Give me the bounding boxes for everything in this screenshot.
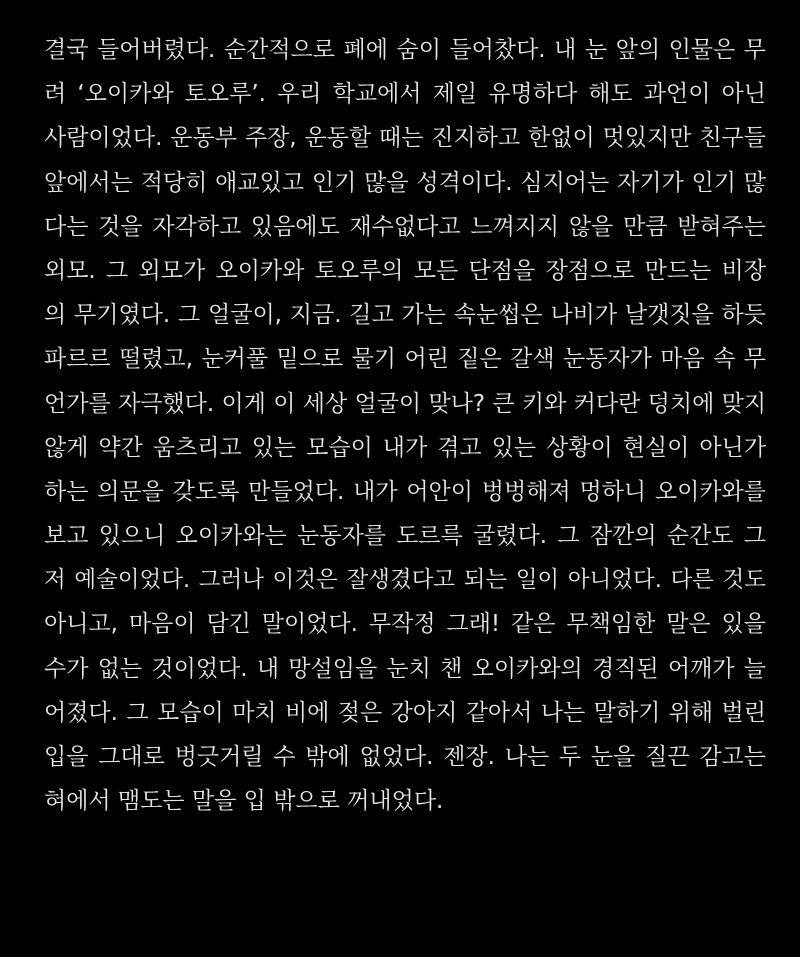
- text-line: 사람이었다. 운동부 주장, 운동할 때는 진지하고 한없이 멋있지만 친구들: [44, 125, 766, 152]
- text-line: 아니고, 마음이 담긴 말이었다. 무작정 그래! 같은 무책임한 말은 있을: [44, 611, 766, 638]
- text-line: 앞에서는 적당히 애교있고 인기 많을 성격이다. 심지어는 자기가 인기 많: [44, 169, 766, 196]
- text-line: 다는 것을 자각하고 있음에도 재수없다고 느껴지지 않을 만큼 받혀주는: [44, 213, 766, 240]
- text-line: 려 ‘오이카와 토오루’. 우리 학교에서 제일 유명하다 해도 과언이 아닌: [44, 81, 766, 108]
- text-line: 외모. 그 외모가 오이카와 토오루의 모든 단점을 장점으로 만드는 비장: [44, 257, 766, 284]
- body-paragraph: [44, 28, 766, 823]
- text-line: 의 무기였다. 그 얼굴이, 지금. 길고 가는 속눈썹은 나비가 날갯짓을 하듯: [44, 302, 766, 329]
- text-line: 않게 약간 움츠리고 있는 모습이 내가 겪고 있는 상황이 현실이 아닌가: [44, 434, 766, 461]
- text-line: 어졌다. 그 모습이 마치 비에 젖은 강아지 같아서 나는 말하기 위해 벌린: [44, 699, 766, 726]
- text-line: 결국 들어버렸다. 순간적으로 폐에 숨이 들어찼다. 내 눈 앞의 인물은 무: [44, 37, 766, 63]
- text-line: 저 예술이었다. 그러나 이것은 잘생겼다고 되는 일이 아니었다. 다른 것도: [44, 567, 766, 594]
- text-line: 혀에서 맴도는 말을 입 밖으로 꺼내었다.: [44, 788, 444, 815]
- text-line: 하는 의문을 갖도록 만들었다. 내가 어안이 벙벙해져 멍하니 오이카와를: [44, 478, 766, 505]
- text-line: 보고 있으니 오이카와는 눈동자를 도르륵 굴렸다. 그 잠깐의 순간도 그: [44, 523, 766, 550]
- text-line: 언가를 자극했다. 이게 이 세상 얼굴이 맞나? 큰 키와 커다란 덩치에 맞지: [44, 390, 767, 417]
- text-line: 입을 그대로 벙긋거릴 수 밖에 없었다. 젠장. 나는 두 눈을 질끈 감고는: [44, 744, 766, 770]
- text-line: 수가 없는 것이었다. 내 망설임을 눈치 챈 오이카와의 경직된 어깨가 늘: [44, 655, 766, 682]
- text-line: 파르르 떨렸고, 눈커풀 밑으로 물기 어린 짙은 갈색 눈동자가 마음 속 무: [44, 346, 766, 373]
